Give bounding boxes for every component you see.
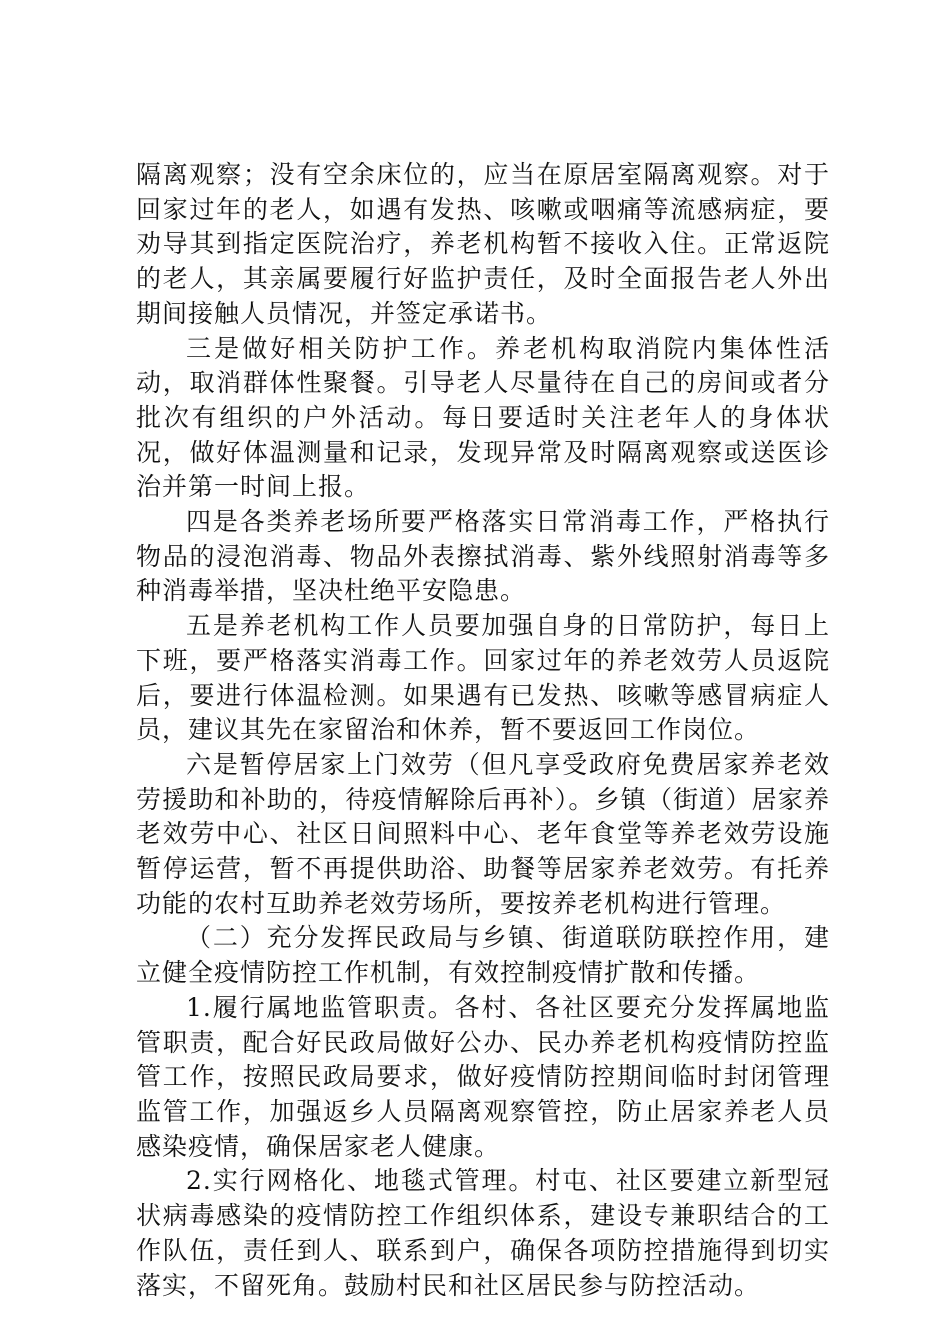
paragraph-suspend-home-service: 六是暂停居家上门效劳（但凡享受政府免费居家养老效劳援助和补助的，待疫情解除后再补）。乡镇（街道）居家养老效劳中心、社区日间照料中心、老年食堂等养老效劳设施暂停运营，暂不再提供助浴、助餐等居家养老效劳。有托养功能的农村互助养老效劳场所，要按养老机构进行管理。 (136, 749, 830, 918)
paragraph-isolation-continued: 隔离观察；没有空余床位的，应当在原居室隔离观察。对于回家过年的老人，如遇有发热、咳嗽或咽痛等流感病症，要劝导其到指定医院治疗，养老机构暂不接收入住。正常返院的老人，其亲属要履行好监护责任，及时全面报告老人外出期间接触人员情况，并签定承诺书。 (136, 160, 830, 328)
paragraph-item-2-grid-management: 2.实行网格化、地毯式管理。村屯、社区要建立新型冠状病毒感染的疫情防控工作组织体系，建设专兼职结合的工作队伍，责任到人、联系到户，确保各项防控措施得到切实落实，不留死角。鼓励村民和社区居民参与防控活动。 (136, 1166, 830, 1300)
document-body (136, 158, 830, 1303)
paragraph-staff-protection: 五是养老机构工作人员要加强自身的日常防护，每日上下班，要严格落实消毒工作。回家过年的养老效劳人员返院后，要进行体温检测。如果遇有已发热、咳嗽等感冒病症人员，建议其先在家留治和休养，暂不要返回工作岗位。 (136, 611, 830, 745)
paragraph-section-two-heading: （二）充分发挥民政局与乡镇、街道联防联控作用，建立健全疫情防控工作机制，有效控制疫情扩散和传播。 (136, 923, 830, 988)
paragraph-disinfection: 四是各类养老场所要严格落实日常消毒工作，严格执行物品的浸泡消毒、物品外表擦拭消毒、紫外线照射消毒等多种消毒举措，坚决杜绝平安隐患。 (136, 507, 830, 606)
paragraph-protection-work: 三是做好相关防护工作。养老机构取消院内集体性活动，取消群体性聚餐。引导老人尽量待在自己的房间或者分批次有组织的户外活动。每日要适时关注老年人的身体状况，做好体温测量和记录，发现异常及时隔离观察或送医诊治并第一时间上报。 (136, 333, 830, 502)
paragraph-item-1-supervision: 1.履行属地监管职责。各村、各社区要充分发挥属地监管职责，配合好民政局做好公办、民办养老机构疫情防控监管工作，按照民政局要求，做好疫情防控期间临时封闭管理监管工作，加强返乡人员隔离观察管控，防止居家养老人员感染疫情，确保居家老人健康。 (136, 992, 830, 1161)
